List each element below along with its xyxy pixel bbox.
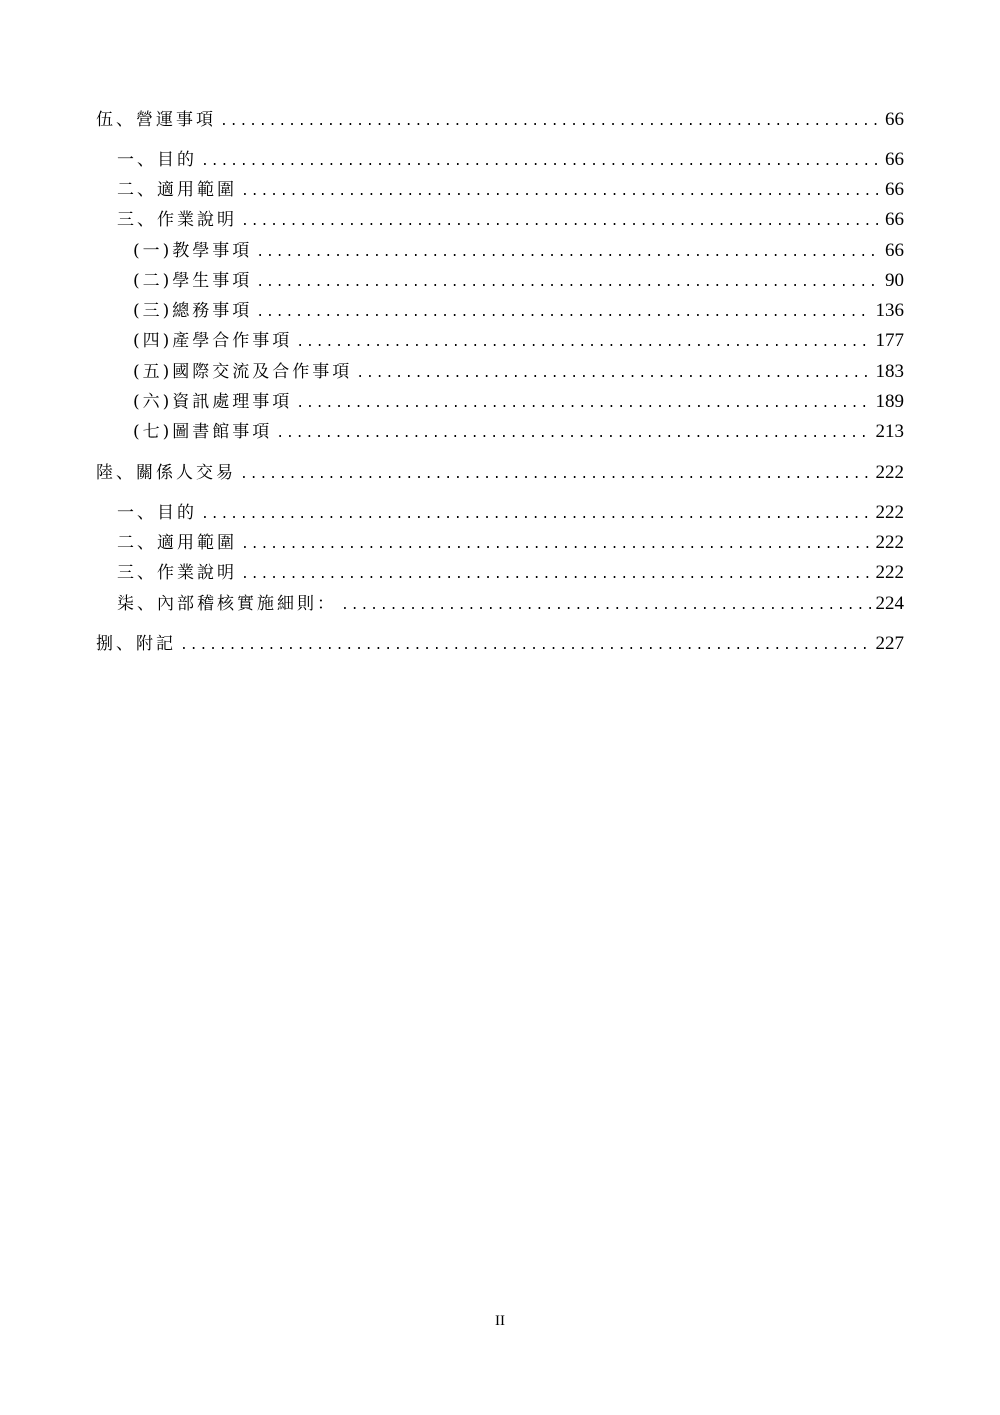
toc-entry-page: 183 xyxy=(875,361,904,382)
toc-entry-subsection[interactable] xyxy=(0,500,904,526)
toc-entry-subsection[interactable] xyxy=(0,147,904,173)
toc-entry-label: 三、作業說明 xyxy=(117,563,237,583)
toc-leader-dots xyxy=(256,300,871,326)
toc-entry-page: 66 xyxy=(885,179,904,200)
toc-entry-label: 二、適用範圍 xyxy=(117,180,237,200)
toc-entry-label: (五)國際交流及合作事項 xyxy=(133,362,353,382)
toc-entry-label: 一、目的 xyxy=(117,503,197,523)
toc-entry-page: 222 xyxy=(875,562,904,583)
toc-entry-subsection[interactable] xyxy=(0,207,904,233)
toc-entry-item[interactable] xyxy=(0,389,904,415)
toc-leader-dots xyxy=(180,633,872,659)
toc-leader-dots xyxy=(341,593,872,619)
toc-leader-dots xyxy=(356,361,871,387)
toc-leader-dots xyxy=(201,149,881,175)
toc-entry-item[interactable] xyxy=(0,419,904,445)
toc-entry-page: 136 xyxy=(875,300,904,321)
toc-entry-section[interactable] xyxy=(0,460,904,486)
toc-entry-page: 222 xyxy=(875,462,904,483)
toc-entry-page: 213 xyxy=(875,421,904,442)
toc-leader-dots xyxy=(296,391,871,417)
toc-entry-page: 66 xyxy=(885,109,904,130)
toc-entry-page: 227 xyxy=(875,633,904,654)
toc-leader-dots xyxy=(220,109,881,135)
toc-entry-page: 224 xyxy=(875,593,904,614)
toc-entry-label: 捌、附記 xyxy=(96,634,176,654)
toc-leader-dots xyxy=(256,240,881,266)
toc-leader-dots xyxy=(256,270,881,296)
toc-entry-page: 222 xyxy=(875,502,904,523)
toc-entry-label: (三)總務事項 xyxy=(133,301,253,321)
toc-entry-subsection[interactable] xyxy=(0,177,904,203)
toc-entry-section[interactable] xyxy=(0,631,904,657)
toc-leader-dots xyxy=(241,532,872,558)
toc-entry-label: 陸、關係人交易 xyxy=(96,463,236,483)
toc-leader-dots xyxy=(241,562,872,588)
toc-entry-label: 柒、內部稽核實施細則： xyxy=(117,594,337,614)
toc-entry-page: 66 xyxy=(885,149,904,170)
toc-entry-label: 一、目的 xyxy=(117,150,197,170)
toc-entry-item[interactable] xyxy=(0,268,904,294)
toc-entry-label: 伍、營運事項 xyxy=(96,110,216,130)
toc-entry-label: 二、適用範圍 xyxy=(117,533,237,553)
toc-leader-dots xyxy=(241,209,881,235)
toc-entry-label: 三、作業說明 xyxy=(117,210,237,230)
toc-entry-page: 90 xyxy=(885,270,904,291)
toc-entry-item[interactable] xyxy=(0,298,904,324)
toc-entry-label: (六)資訊處理事項 xyxy=(133,392,293,412)
page-number: II xyxy=(495,1313,505,1329)
toc-entry-page: 177 xyxy=(875,330,904,351)
toc-leader-dots xyxy=(296,330,871,356)
toc-entry-label: (四)產學合作事項 xyxy=(133,331,293,351)
toc-leader-dots xyxy=(201,502,872,528)
toc-entry-label: (二)學生事項 xyxy=(133,271,253,291)
toc-entry-label: (一)教學事項 xyxy=(133,241,253,261)
toc-entry-page: 189 xyxy=(875,391,904,412)
toc-leader-dots xyxy=(276,421,871,447)
toc-leader-dots xyxy=(241,179,881,205)
toc-entry-label: (七)圖書館事項 xyxy=(133,422,273,442)
toc-entry-subsection[interactable] xyxy=(0,530,904,556)
toc-entry-page: 222 xyxy=(875,532,904,553)
toc-entry-subsection[interactable] xyxy=(0,591,904,617)
toc-entry-page: 66 xyxy=(885,240,904,261)
toc-leader-dots xyxy=(240,462,872,488)
toc-entry-item[interactable] xyxy=(0,359,904,385)
toc-entry-item[interactable] xyxy=(0,328,904,354)
toc-entry-subsection[interactable] xyxy=(0,560,904,586)
toc-entry-item[interactable] xyxy=(0,238,904,264)
toc-entry-section[interactable] xyxy=(0,107,904,133)
toc-entry-page: 66 xyxy=(885,209,904,230)
